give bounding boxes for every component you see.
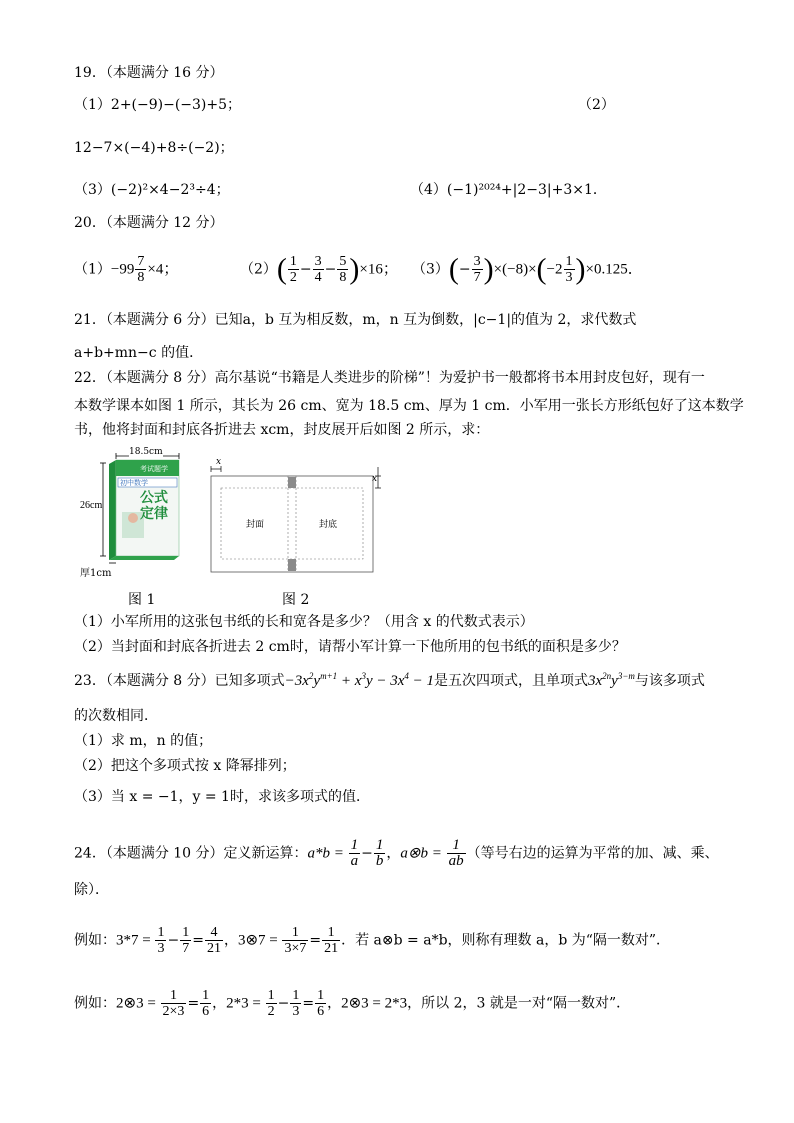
q23-sub1: （1）求 m，n 的值； bbox=[74, 733, 213, 749]
fig1-caption: 图 1 bbox=[128, 592, 156, 608]
q24-line1: 24．（本题满分 10 分）定义新运算：a*b = $\frac{1}{a}$ − $\frac{1}{b}$ ，a⊗b = $\frac{1}{ab}$ （等号右边的运算为平常的加、减、乘、 bbox=[74, 837, 719, 869]
q20-part3-label: （3） bbox=[412, 261, 449, 278]
fig2-x-label-top: x bbox=[216, 457, 222, 467]
q24-note: （等号右边的运算为平常的加、减、乘、 bbox=[466, 845, 719, 862]
q23-line1: 23．（本题满分 8 分）已知多项式$-3x^2y^{m+1} + x^3y - 3x^4 - 1$是五次四项式，且单项式$3x^{2n}y^{3-m}$与该多项式 bbox=[74, 671, 705, 689]
q22-line3: 书，他将封面和封底各折进去 xcm，封皮展开后如图 2 所示，求： bbox=[74, 422, 490, 438]
q24-ex1-label: 例如： bbox=[74, 932, 116, 949]
fig1-thickness-label: 厚1cm bbox=[80, 568, 112, 579]
q19-part3: （3）(−2)²×4−2³÷4； bbox=[74, 182, 230, 198]
fig2-caption: 图 2 bbox=[282, 592, 310, 608]
q19-heading: 19．（本题满分 16 分） bbox=[74, 65, 224, 81]
q22-line1: 22．（本题满分 8 分）高尔基说“书籍是人类进步的阶梯”！为爱护书一般都将书本用封皮包好，现有一 bbox=[74, 370, 705, 386]
q20-part2-label: （2） bbox=[240, 261, 277, 278]
fig2-x-label-side: x bbox=[372, 474, 378, 484]
q19-part2: 12−7×(−4)+8÷(−2)； bbox=[74, 140, 234, 156]
q23-mid: 是五次四项式，且单项式 bbox=[434, 673, 588, 689]
q23-heading: 23．（本题满分 8 分）已知多项式 bbox=[74, 673, 285, 689]
q20-part1: （1）−99 $\frac{7}{8}$ ×4； bbox=[74, 254, 179, 285]
q23-sub3: （3）当 x = −1，y = 1时，求该多项式的值． bbox=[74, 789, 370, 805]
q21-line1 bbox=[74, 310, 636, 330]
fig1-book-title1: 公式 bbox=[140, 490, 168, 506]
q20-part1-label: （1） bbox=[74, 261, 111, 278]
q23-tail: 与该多项式 bbox=[634, 673, 705, 689]
fig1-book-subject: 初中数学 bbox=[120, 479, 148, 487]
fig2-front-label: 封面 bbox=[246, 520, 265, 530]
q24-example1: 例如：3*7 = $\frac{1}{3}$ − $\frac{1}{7}$ = $\frac{4}{21}$ ，3⊗7 = $\frac{1}{3\times 7}$ = $\frac{1}{21}$ ．若 a⊗b = a*b，则称有理数 a，b 为“隔一数对”． bbox=[74, 925, 671, 956]
q23-sub2: （2）把这个多项式按 x 降幂排列； bbox=[74, 758, 296, 774]
q22-line2: 本数学课本如图 1 所示，其长为 26 cm、宽为 18.5 cm、厚为 1 cm．小军用一张长方形纸包好了这本数学 bbox=[74, 398, 744, 414]
figure-1-book bbox=[76, 448, 186, 576]
figure-2-unfolded-cover bbox=[210, 462, 385, 574]
q24-heading: 24．（本题满分 10 分）定义新运算： bbox=[74, 845, 308, 862]
q20-part2: （2）( $\frac{1}{2}$ − $\frac{3}{4}$ − $\frac{5}{8}$ )×16； bbox=[240, 252, 398, 286]
q24-ex2-tail: ，所以 2，3 就是一对“隔一数对”． bbox=[407, 995, 631, 1012]
q21-text1: a，b 互为相反数，m，n 互为倒数，|c−1|的值为 2，求代数式 bbox=[242, 312, 637, 328]
q19-part1 bbox=[74, 95, 241, 115]
q20-part3: （3）(− $\frac{3}{7}$ )×(−8)×(−2 $\frac{1}{3}$ )×0.125． bbox=[412, 252, 643, 286]
fig2-back-label: 封底 bbox=[319, 520, 338, 530]
q24-line2: 除）． bbox=[74, 882, 109, 898]
q21-heading: 21．（本题满分 6 分）已知 bbox=[74, 312, 243, 328]
q24-ex2-label: 例如： bbox=[74, 995, 116, 1012]
q24-ex1-tail: ．若 a⊗b = a*b，则称有理数 a，b 为“隔一数对”． bbox=[341, 932, 671, 949]
fig1-width-label: 18.5cm bbox=[129, 447, 163, 457]
q19-part2-label: （2） bbox=[578, 97, 615, 113]
q19-part4: （4）(−1)²⁰²⁴+|2−3|+3×1． bbox=[410, 182, 607, 198]
fig1-height-label: 26cm bbox=[80, 500, 103, 511]
fig1-book-tag: 考试题学 bbox=[140, 465, 168, 473]
q22-sub2: （2）当封面和封底各折进去 2 cm时，请帮小军计算一下他所用的包书纸的面积是多少？ bbox=[74, 639, 626, 655]
fig1-book-title2: 定律 bbox=[140, 506, 168, 522]
q24-example2: 例如：2⊗3 = $\frac{1}{2\times 3}$ = $\frac{1}{6}$ ，2*3 = $\frac{1}{2}$ − $\frac{1}{3}$ = $\frac{1}{6}$ ，2⊗3 = 2*3，所以 2，3 就是一对“隔一数对”． bbox=[74, 988, 631, 1019]
q19-part1-expr: （1）2+(−9)−(−3)+5； bbox=[74, 97, 242, 113]
q23-line2: 的次数相同． bbox=[74, 708, 158, 724]
q21-line2: a+b+mn−c 的值． bbox=[74, 345, 204, 361]
q22-sub1: （1）小军所用的这张包书纸的长和宽各是多少？（用含 x 的代数式表示） bbox=[74, 614, 534, 630]
q20-heading: 20．（本题满分 12 分） bbox=[74, 215, 224, 231]
